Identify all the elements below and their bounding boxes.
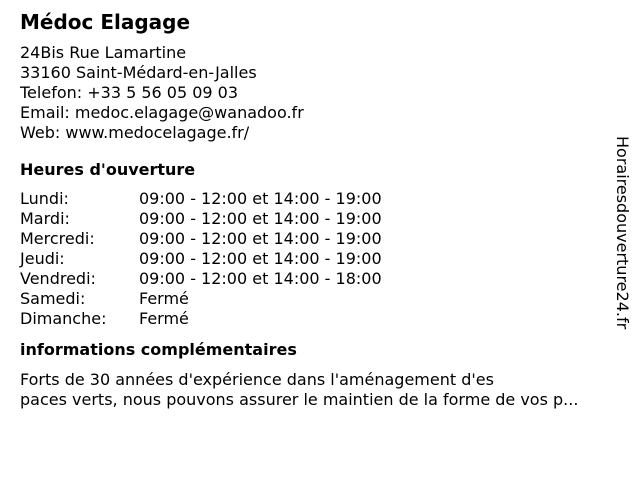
hours-day: Mardi: xyxy=(20,209,70,228)
email-line: Email: medoc.elagage@wanadoo.fr xyxy=(20,103,304,122)
hours-heading: Heures d'ouverture xyxy=(20,160,196,179)
hours-time: 09:00 - 12:00 et 14:00 - 19:00 xyxy=(139,209,382,228)
hours-row xyxy=(20,269,610,289)
hours-row xyxy=(20,249,610,269)
hours-row xyxy=(20,189,610,209)
info-text-line: Forts de 30 années d'expérience dans l'aménagement d'es xyxy=(20,370,494,389)
address-street: 24Bis Rue Lamartine xyxy=(20,43,187,62)
hours-time: 09:00 - 12:00 et 14:00 - 19:00 xyxy=(139,249,382,268)
hours-time: Fermé xyxy=(139,289,189,308)
hours-day: Lundi: xyxy=(20,189,69,208)
hours-day: Samedi: xyxy=(20,289,86,308)
hours-day: Dimanche: xyxy=(20,309,107,328)
hours-time: Fermé xyxy=(139,309,189,328)
hours-row xyxy=(20,229,610,249)
hours-time: 09:00 - 12:00 et 14:00 - 19:00 xyxy=(139,229,382,248)
hours-row xyxy=(20,209,610,229)
address-city: 33160 Saint-Médard-en-Jalles xyxy=(20,63,257,82)
hours-row xyxy=(20,309,610,329)
business-card xyxy=(20,9,610,410)
hours-table xyxy=(20,189,610,329)
web-line: Web: www.medocelagage.fr/ xyxy=(20,123,250,142)
info-text-line: paces verts, nous pouvons assurer le maintien de la forme de vos p... xyxy=(20,390,579,409)
site-watermark: Horairesdouverture24.fr xyxy=(613,136,632,330)
hours-row xyxy=(20,289,610,309)
business-name: Médoc Elagage xyxy=(20,10,191,34)
hours-day: Mercredi: xyxy=(20,229,95,248)
hours-time: 09:00 - 12:00 et 14:00 - 19:00 xyxy=(139,189,382,208)
hours-time: 09:00 - 12:00 et 14:00 - 18:00 xyxy=(139,269,382,288)
hours-day: Jeudi: xyxy=(20,249,65,268)
address-block xyxy=(20,43,610,143)
phone-line: Telefon: +33 5 56 05 09 03 xyxy=(20,83,239,102)
hours-day: Vendredi: xyxy=(20,269,96,288)
info-heading: informations complémentaires xyxy=(20,340,297,359)
